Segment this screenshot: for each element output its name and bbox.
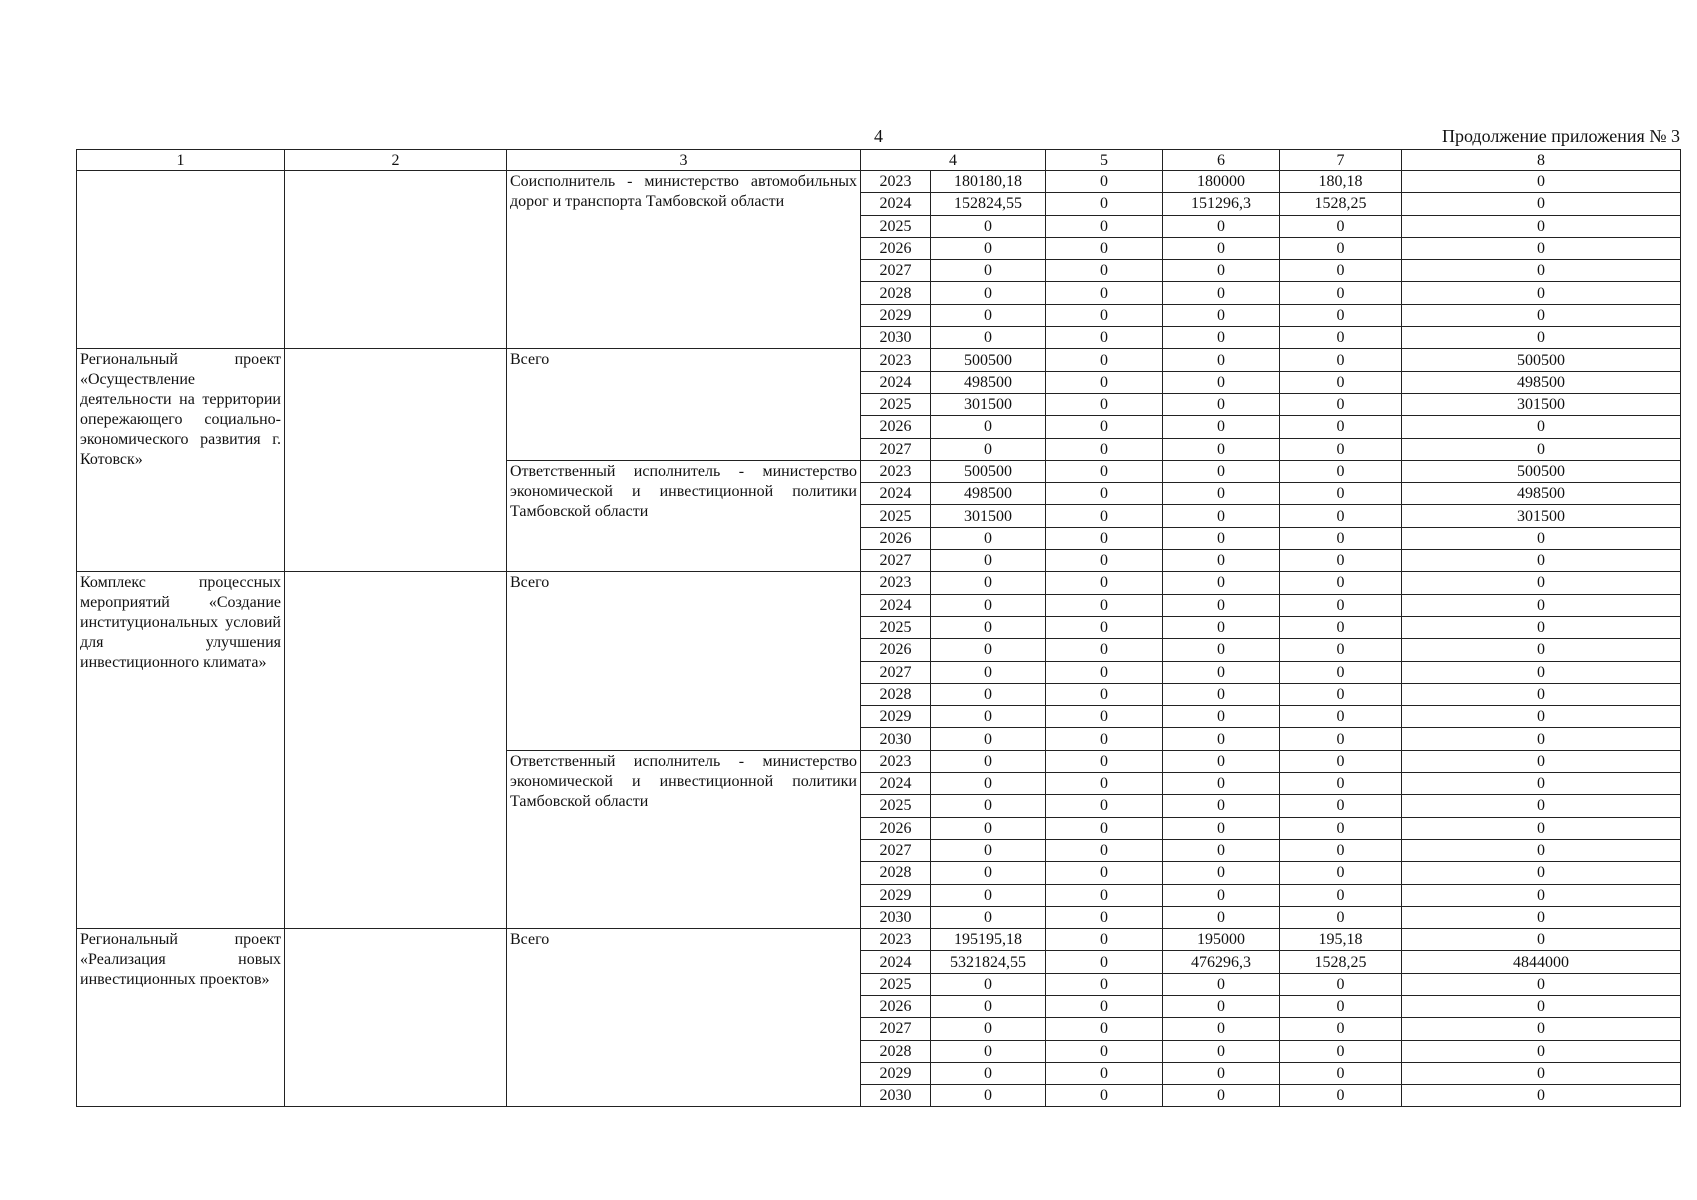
value-cell: 0 bbox=[1046, 661, 1163, 683]
value-cell: 0 bbox=[1280, 817, 1402, 839]
value-cell: 0 bbox=[1280, 349, 1402, 371]
table-row bbox=[77, 572, 1681, 594]
value-cell: 0 bbox=[931, 795, 1046, 817]
value-cell: 0 bbox=[1046, 349, 1163, 371]
value-cell: 0 bbox=[931, 639, 1046, 661]
value-cell: 0 bbox=[1046, 438, 1163, 460]
value-cell: 0 bbox=[1046, 393, 1163, 415]
year-cell: 2030 bbox=[861, 906, 931, 928]
value-cell: 0 bbox=[1402, 706, 1681, 728]
value-cell: 0 bbox=[1163, 393, 1280, 415]
year-cell: 2027 bbox=[861, 260, 931, 282]
value-cell: 0 bbox=[931, 616, 1046, 638]
value-cell: 498500 bbox=[931, 483, 1046, 505]
year-cell: 2028 bbox=[861, 1040, 931, 1062]
value-cell: 0 bbox=[1046, 550, 1163, 572]
year-cell: 2030 bbox=[861, 1085, 931, 1107]
continuation-label: Продолжение приложения № 3 bbox=[1441, 126, 1680, 146]
value-cell: 0 bbox=[1046, 327, 1163, 349]
value-cell: 0 bbox=[1280, 661, 1402, 683]
value-cell: 0 bbox=[1163, 572, 1280, 594]
value-cell: 0 bbox=[1046, 951, 1163, 973]
year-cell: 2024 bbox=[861, 951, 931, 973]
year-cell: 2023 bbox=[861, 929, 931, 951]
value-cell: 0 bbox=[1046, 728, 1163, 750]
year-cell: 2024 bbox=[861, 371, 931, 393]
executor-cell: Всего bbox=[507, 572, 861, 750]
year-cell: 2025 bbox=[861, 393, 931, 415]
value-cell: 0 bbox=[1046, 929, 1163, 951]
value-cell: 301500 bbox=[931, 505, 1046, 527]
value-cell: 0 bbox=[1280, 1018, 1402, 1040]
value-cell: 0 bbox=[1280, 773, 1402, 795]
value-cell: 0 bbox=[1046, 193, 1163, 215]
year-cell: 2024 bbox=[861, 773, 931, 795]
value-cell: 0 bbox=[1280, 839, 1402, 861]
value-cell: 0 bbox=[1280, 438, 1402, 460]
value-cell: 0 bbox=[1163, 438, 1280, 460]
year-cell: 2025 bbox=[861, 795, 931, 817]
value-cell: 0 bbox=[1046, 282, 1163, 304]
value-cell: 0 bbox=[1163, 460, 1280, 482]
value-cell: 0 bbox=[1280, 795, 1402, 817]
value-cell: 0 bbox=[1280, 995, 1402, 1017]
value-cell: 0 bbox=[1280, 1040, 1402, 1062]
value-cell: 0 bbox=[931, 995, 1046, 1017]
year-cell: 2027 bbox=[861, 661, 931, 683]
value-cell: 0 bbox=[1402, 260, 1681, 282]
year-cell: 2028 bbox=[861, 862, 931, 884]
value-cell: 0 bbox=[1402, 817, 1681, 839]
value-cell: 0 bbox=[1280, 1062, 1402, 1084]
header-cell: 3 bbox=[507, 150, 861, 171]
value-cell: 0 bbox=[1280, 483, 1402, 505]
value-cell: 0 bbox=[1402, 750, 1681, 772]
value-cell: 0 bbox=[1046, 572, 1163, 594]
value-cell: 500500 bbox=[1402, 349, 1681, 371]
value-cell: 0 bbox=[1163, 817, 1280, 839]
value-cell: 0 bbox=[1163, 884, 1280, 906]
value-cell: 0 bbox=[1046, 215, 1163, 237]
value-cell: 0 bbox=[931, 416, 1046, 438]
year-cell: 2028 bbox=[861, 282, 931, 304]
value-cell: 0 bbox=[1163, 706, 1280, 728]
value-cell: 0 bbox=[1280, 282, 1402, 304]
value-cell: 0 bbox=[1046, 505, 1163, 527]
value-cell: 0 bbox=[1163, 862, 1280, 884]
value-cell: 0 bbox=[931, 728, 1046, 750]
value-cell: 0 bbox=[1402, 171, 1681, 193]
value-cell: 0 bbox=[1046, 1018, 1163, 1040]
value-cell: 0 bbox=[1046, 683, 1163, 705]
executor-cell: Соисполнитель - министерство автомобильных дорог и транспорта Тамбовской области bbox=[507, 171, 861, 349]
value-cell: 0 bbox=[1046, 416, 1163, 438]
value-cell: 0 bbox=[1402, 639, 1681, 661]
value-cell: 0 bbox=[1163, 750, 1280, 772]
value-cell: 498500 bbox=[931, 371, 1046, 393]
value-cell: 0 bbox=[1280, 906, 1402, 928]
value-cell: 0 bbox=[1046, 171, 1163, 193]
value-cell: 0 bbox=[1402, 906, 1681, 928]
table-row bbox=[77, 171, 1681, 193]
header-cell: 7 bbox=[1280, 150, 1402, 171]
value-cell: 180000 bbox=[1163, 171, 1280, 193]
year-cell: 2026 bbox=[861, 639, 931, 661]
value-cell: 0 bbox=[1402, 193, 1681, 215]
value-cell: 476296,3 bbox=[1163, 951, 1280, 973]
year-cell: 2025 bbox=[861, 505, 931, 527]
value-cell: 0 bbox=[931, 527, 1046, 549]
value-cell: 0 bbox=[1280, 260, 1402, 282]
value-cell: 0 bbox=[1280, 460, 1402, 482]
value-cell: 0 bbox=[1402, 1062, 1681, 1084]
header-cell: 4 bbox=[861, 150, 1046, 171]
value-cell: 1528,25 bbox=[1280, 951, 1402, 973]
value-cell: 0 bbox=[1280, 639, 1402, 661]
value-cell: 0 bbox=[931, 661, 1046, 683]
value-cell: 0 bbox=[1280, 706, 1402, 728]
value-cell: 0 bbox=[1163, 1062, 1280, 1084]
executor-cell: Всего bbox=[507, 929, 861, 1107]
value-cell: 0 bbox=[1046, 1040, 1163, 1062]
executor-cell: Всего bbox=[507, 349, 861, 460]
program-name-cell: Комплекс процессных мероприятий «Создание институциональных условий для улучшения инвестиционного климата» bbox=[77, 572, 285, 929]
value-cell: 0 bbox=[1046, 817, 1163, 839]
value-cell: 0 bbox=[1163, 1085, 1280, 1107]
value-cell: 152824,55 bbox=[931, 193, 1046, 215]
year-cell: 2024 bbox=[861, 483, 931, 505]
value-cell: 0 bbox=[1280, 371, 1402, 393]
value-cell: 0 bbox=[1280, 416, 1402, 438]
value-cell: 0 bbox=[931, 773, 1046, 795]
header-cell: 1 bbox=[77, 150, 285, 171]
year-cell: 2030 bbox=[861, 327, 931, 349]
value-cell: 0 bbox=[1046, 750, 1163, 772]
value-cell: 0 bbox=[1280, 505, 1402, 527]
year-cell: 2023 bbox=[861, 460, 931, 482]
value-cell: 0 bbox=[931, 1085, 1046, 1107]
program-name-cell bbox=[77, 171, 285, 349]
value-cell: 301500 bbox=[931, 393, 1046, 415]
value-cell: 0 bbox=[1402, 1085, 1681, 1107]
value-cell: 0 bbox=[1280, 973, 1402, 995]
value-cell: 0 bbox=[1402, 594, 1681, 616]
value-cell: 0 bbox=[1046, 527, 1163, 549]
value-cell: 0 bbox=[1402, 839, 1681, 861]
header-row bbox=[77, 150, 1681, 171]
value-cell: 0 bbox=[1163, 349, 1280, 371]
value-cell: 0 bbox=[1046, 773, 1163, 795]
value-cell: 0 bbox=[1280, 728, 1402, 750]
value-cell: 0 bbox=[931, 884, 1046, 906]
year-cell: 2024 bbox=[861, 193, 931, 215]
year-cell: 2026 bbox=[861, 817, 931, 839]
year-cell: 2026 bbox=[861, 416, 931, 438]
value-cell: 0 bbox=[1402, 973, 1681, 995]
value-cell: 0 bbox=[1163, 304, 1280, 326]
value-cell: 0 bbox=[931, 862, 1046, 884]
value-cell: 0 bbox=[1163, 527, 1280, 549]
value-cell: 0 bbox=[1046, 995, 1163, 1017]
value-cell: 0 bbox=[1163, 483, 1280, 505]
value-cell: 0 bbox=[931, 817, 1046, 839]
value-cell: 195000 bbox=[1163, 929, 1280, 951]
value-cell: 500500 bbox=[931, 460, 1046, 482]
year-cell: 2027 bbox=[861, 438, 931, 460]
value-cell: 0 bbox=[1402, 1018, 1681, 1040]
value-cell: 0 bbox=[1046, 839, 1163, 861]
value-cell: 0 bbox=[1280, 750, 1402, 772]
value-cell: 0 bbox=[1280, 237, 1402, 259]
value-cell: 0 bbox=[1163, 550, 1280, 572]
value-cell: 0 bbox=[1163, 594, 1280, 616]
year-cell: 2029 bbox=[861, 1062, 931, 1084]
column-2-cell bbox=[285, 929, 507, 1107]
value-cell: 0 bbox=[1163, 282, 1280, 304]
value-cell: 0 bbox=[931, 839, 1046, 861]
value-cell: 0 bbox=[931, 1040, 1046, 1062]
value-cell: 0 bbox=[931, 237, 1046, 259]
value-cell: 0 bbox=[1280, 862, 1402, 884]
value-cell: 0 bbox=[1046, 973, 1163, 995]
value-cell: 0 bbox=[1163, 1040, 1280, 1062]
header-cell: 6 bbox=[1163, 150, 1280, 171]
column-2-cell bbox=[285, 572, 507, 929]
value-cell: 0 bbox=[931, 1062, 1046, 1084]
year-cell: 2025 bbox=[861, 616, 931, 638]
value-cell: 0 bbox=[1046, 260, 1163, 282]
value-cell: 0 bbox=[1163, 260, 1280, 282]
year-cell: 2023 bbox=[861, 171, 931, 193]
value-cell: 500500 bbox=[931, 349, 1046, 371]
value-cell: 0 bbox=[1163, 795, 1280, 817]
value-cell: 0 bbox=[1046, 706, 1163, 728]
executor-cell: Ответственный исполнитель - министерство экономической и инвестиционной политики Тамбовской области bbox=[507, 460, 861, 571]
value-cell: 0 bbox=[1402, 282, 1681, 304]
value-cell: 0 bbox=[931, 594, 1046, 616]
value-cell: 0 bbox=[1402, 304, 1681, 326]
value-cell: 0 bbox=[1046, 1062, 1163, 1084]
value-cell: 0 bbox=[1402, 416, 1681, 438]
value-cell: 0 bbox=[931, 282, 1046, 304]
value-cell: 0 bbox=[931, 304, 1046, 326]
value-cell: 500500 bbox=[1402, 460, 1681, 482]
value-cell: 0 bbox=[1046, 884, 1163, 906]
year-cell: 2024 bbox=[861, 594, 931, 616]
value-cell: 0 bbox=[1163, 416, 1280, 438]
value-cell: 0 bbox=[1046, 371, 1163, 393]
value-cell: 0 bbox=[1280, 683, 1402, 705]
page-number: 4 bbox=[874, 126, 883, 146]
value-cell: 498500 bbox=[1402, 483, 1681, 505]
value-cell: 0 bbox=[1163, 661, 1280, 683]
value-cell: 0 bbox=[1402, 215, 1681, 237]
value-cell: 151296,3 bbox=[1163, 193, 1280, 215]
year-cell: 2029 bbox=[861, 884, 931, 906]
value-cell: 0 bbox=[931, 327, 1046, 349]
value-cell: 0 bbox=[1046, 906, 1163, 928]
year-cell: 2027 bbox=[861, 550, 931, 572]
value-cell: 0 bbox=[931, 973, 1046, 995]
year-cell: 2026 bbox=[861, 237, 931, 259]
value-cell: 0 bbox=[1402, 862, 1681, 884]
column-2-cell bbox=[285, 349, 507, 572]
value-cell: 0 bbox=[1163, 639, 1280, 661]
value-cell: 0 bbox=[1046, 483, 1163, 505]
value-cell: 0 bbox=[1163, 237, 1280, 259]
value-cell: 301500 bbox=[1402, 505, 1681, 527]
value-cell: 0 bbox=[1046, 639, 1163, 661]
year-cell: 2027 bbox=[861, 839, 931, 861]
value-cell: 0 bbox=[1402, 1040, 1681, 1062]
value-cell: 0 bbox=[931, 750, 1046, 772]
year-cell: 2025 bbox=[861, 973, 931, 995]
value-cell: 0 bbox=[1046, 795, 1163, 817]
value-cell: 0 bbox=[1402, 616, 1681, 638]
value-cell: 0 bbox=[1402, 438, 1681, 460]
value-cell: 0 bbox=[1280, 393, 1402, 415]
value-cell: 195,18 bbox=[1280, 929, 1402, 951]
value-cell: 0 bbox=[931, 438, 1046, 460]
value-cell: 0 bbox=[1280, 884, 1402, 906]
value-cell: 0 bbox=[1163, 371, 1280, 393]
value-cell: 0 bbox=[1402, 661, 1681, 683]
executor-cell: Ответственный исполнитель - министерство экономической и инвестиционной политики Тамбовской области bbox=[507, 750, 861, 928]
value-cell: 180,18 bbox=[1280, 171, 1402, 193]
value-cell: 0 bbox=[1046, 304, 1163, 326]
table-body bbox=[77, 150, 1681, 1107]
year-cell: 2030 bbox=[861, 728, 931, 750]
value-cell: 0 bbox=[1163, 773, 1280, 795]
value-cell: 0 bbox=[931, 260, 1046, 282]
value-cell: 0 bbox=[1280, 616, 1402, 638]
value-cell: 5321824,55 bbox=[931, 951, 1046, 973]
value-cell: 0 bbox=[1046, 1085, 1163, 1107]
value-cell: 0 bbox=[1163, 995, 1280, 1017]
value-cell: 0 bbox=[1280, 327, 1402, 349]
value-cell: 195195,18 bbox=[931, 929, 1046, 951]
year-cell: 2023 bbox=[861, 349, 931, 371]
value-cell: 180180,18 bbox=[931, 171, 1046, 193]
value-cell: 0 bbox=[1280, 550, 1402, 572]
value-cell: 0 bbox=[1402, 683, 1681, 705]
value-cell: 0 bbox=[1163, 973, 1280, 995]
value-cell: 0 bbox=[1402, 773, 1681, 795]
value-cell: 0 bbox=[931, 906, 1046, 928]
value-cell: 0 bbox=[931, 572, 1046, 594]
value-cell: 0 bbox=[1402, 572, 1681, 594]
column-2-cell bbox=[285, 171, 507, 349]
year-cell: 2023 bbox=[861, 750, 931, 772]
table-row bbox=[77, 929, 1681, 951]
value-cell: 0 bbox=[1280, 572, 1402, 594]
value-cell: 0 bbox=[1280, 304, 1402, 326]
value-cell: 0 bbox=[1402, 327, 1681, 349]
header-cell: 8 bbox=[1402, 150, 1681, 171]
header-cell: 2 bbox=[285, 150, 507, 171]
value-cell: 0 bbox=[1402, 550, 1681, 572]
value-cell: 0 bbox=[1280, 527, 1402, 549]
year-cell: 2023 bbox=[861, 572, 931, 594]
value-cell: 0 bbox=[1280, 215, 1402, 237]
year-cell: 2026 bbox=[861, 995, 931, 1017]
value-cell: 0 bbox=[1163, 1018, 1280, 1040]
value-cell: 0 bbox=[1163, 616, 1280, 638]
value-cell: 0 bbox=[1402, 527, 1681, 549]
year-cell: 2029 bbox=[861, 706, 931, 728]
value-cell: 498500 bbox=[1402, 371, 1681, 393]
value-cell: 0 bbox=[1163, 728, 1280, 750]
year-cell: 2026 bbox=[861, 527, 931, 549]
value-cell: 0 bbox=[931, 215, 1046, 237]
value-cell: 0 bbox=[1402, 237, 1681, 259]
value-cell: 301500 bbox=[1402, 393, 1681, 415]
value-cell: 0 bbox=[931, 1018, 1046, 1040]
value-cell: 4844000 bbox=[1402, 951, 1681, 973]
value-cell: 0 bbox=[1046, 594, 1163, 616]
value-cell: 0 bbox=[931, 550, 1046, 572]
year-cell: 2027 bbox=[861, 1018, 931, 1040]
value-cell: 0 bbox=[1163, 683, 1280, 705]
value-cell: 1528,25 bbox=[1280, 193, 1402, 215]
value-cell: 0 bbox=[1046, 862, 1163, 884]
value-cell: 0 bbox=[1280, 1085, 1402, 1107]
value-cell: 0 bbox=[931, 706, 1046, 728]
value-cell: 0 bbox=[1163, 906, 1280, 928]
value-cell: 0 bbox=[1402, 795, 1681, 817]
value-cell: 0 bbox=[1163, 327, 1280, 349]
value-cell: 0 bbox=[1163, 505, 1280, 527]
program-name-cell: Региональный проект «Осуществление деятельности на территории опережающего социально-экономического развития г. Котовск» bbox=[77, 349, 285, 572]
year-cell: 2028 bbox=[861, 683, 931, 705]
value-cell: 0 bbox=[1402, 929, 1681, 951]
value-cell: 0 bbox=[1163, 839, 1280, 861]
table-row bbox=[77, 349, 1681, 371]
year-cell: 2025 bbox=[861, 215, 931, 237]
value-cell: 0 bbox=[1402, 728, 1681, 750]
value-cell: 0 bbox=[1046, 460, 1163, 482]
value-cell: 0 bbox=[1163, 215, 1280, 237]
header-cell: 5 bbox=[1046, 150, 1163, 171]
funding-table bbox=[76, 149, 1681, 1107]
value-cell: 0 bbox=[931, 683, 1046, 705]
value-cell: 0 bbox=[1046, 237, 1163, 259]
value-cell: 0 bbox=[1280, 594, 1402, 616]
value-cell: 0 bbox=[1402, 884, 1681, 906]
value-cell: 0 bbox=[1402, 995, 1681, 1017]
value-cell: 0 bbox=[1046, 616, 1163, 638]
year-cell: 2029 bbox=[861, 304, 931, 326]
program-name-cell: Региональный проект «Реализация новых инвестиционных проектов» bbox=[77, 929, 285, 1107]
